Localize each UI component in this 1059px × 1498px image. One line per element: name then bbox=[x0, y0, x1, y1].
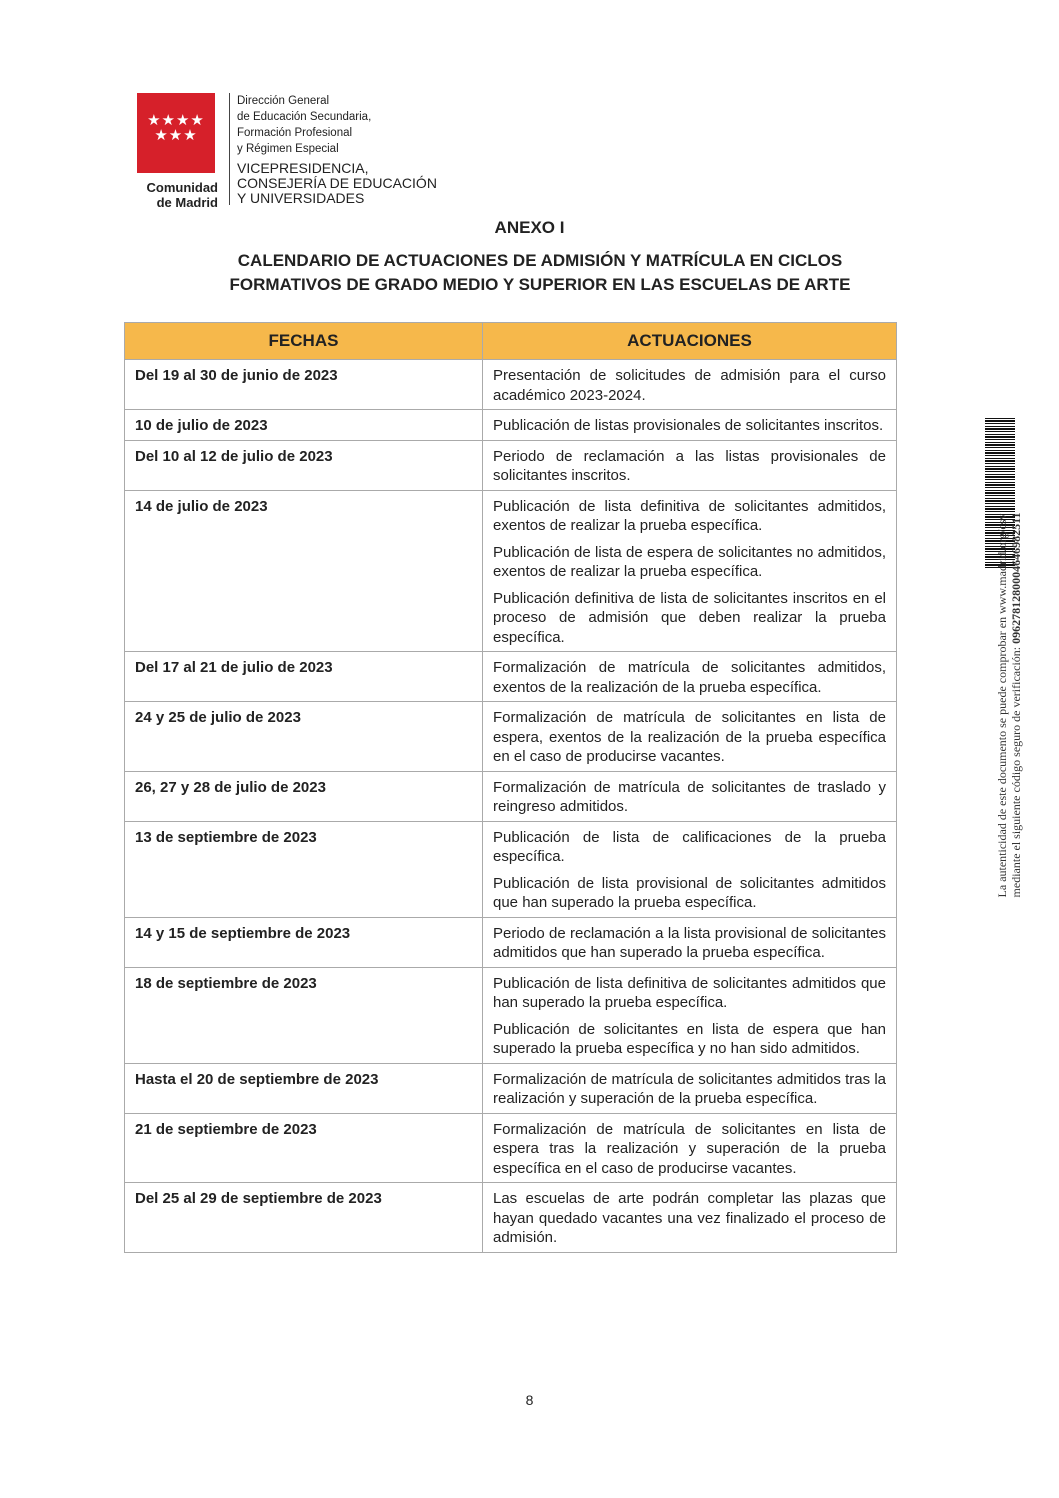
table-row bbox=[125, 967, 897, 1063]
verification-text bbox=[995, 513, 1023, 898]
verification-prefix: mediante el siguiente código seguro de verificación: bbox=[1009, 646, 1023, 898]
row-actions bbox=[483, 1113, 897, 1183]
row-action-text: Las escuelas de arte podrán completar las plazas que hayan quedado vacantes una vez finalizado el proceso de admisión. bbox=[493, 1190, 886, 1246]
row-date: 18 de septiembre de 2023 bbox=[125, 967, 483, 1063]
row-actions bbox=[483, 917, 897, 967]
row-date: Del 19 al 30 de junio de 2023 bbox=[125, 360, 483, 410]
row-action-text: Periodo de reclamación a la lista provisional de solicitantes admitidos que han superado la prueba específica. bbox=[493, 924, 886, 961]
row-action-text: Formalización de matrícula de solicitantes de traslado y reingreso admitidos. bbox=[493, 778, 886, 815]
row-action-text: Periodo de reclamación a las listas provisionales de solicitantes inscritos. bbox=[493, 447, 886, 484]
row-action-text: Publicación de lista de espera de solicitantes no admitidos, exentos de realizar la prueba específica. bbox=[493, 543, 886, 580]
row-actions bbox=[483, 440, 897, 490]
row-action-text: Publicación de lista provisional de solicitantes admitidos que han superado la prueba específica. bbox=[493, 874, 886, 911]
row-action-text: Publicación definitiva de lista de solicitantes inscritos en el proceso de admisión que deben realizar la prueba específica. bbox=[493, 589, 886, 646]
row-actions bbox=[483, 821, 897, 917]
verification-line1: La autenticidad de este documento se puede comprobar en www.madrid.org/csv bbox=[995, 513, 1009, 898]
row-actions bbox=[483, 1063, 897, 1113]
table-row bbox=[125, 1063, 897, 1113]
row-actions bbox=[483, 702, 897, 772]
row-date: 14 de julio de 2023 bbox=[125, 490, 483, 652]
row-action-text: Formalización de matrícula de solicitantes en lista de espera tras la realización y superación de la prueba específica en el caso de producirse vacantes. bbox=[493, 1120, 886, 1177]
row-action-text: Presentación de solicitudes de admisión para el curso académico 2023-2024. bbox=[493, 367, 886, 404]
row-date: Hasta el 20 de septiembre de 2023 bbox=[125, 1063, 483, 1113]
logo-name-line2: de Madrid bbox=[156, 195, 218, 210]
row-actions bbox=[483, 490, 897, 652]
logo-name bbox=[130, 180, 218, 210]
row-actions bbox=[483, 967, 897, 1063]
table-row bbox=[125, 652, 897, 702]
dept-line: Dirección General bbox=[237, 95, 330, 107]
row-date: 14 y 15 de septiembre de 2023 bbox=[125, 917, 483, 967]
row-date: Del 25 al 29 de septiembre de 2023 bbox=[125, 1183, 483, 1253]
direccion-general bbox=[237, 93, 371, 157]
table-row bbox=[125, 771, 897, 821]
table-row bbox=[125, 1183, 897, 1253]
verification-line2 bbox=[1009, 513, 1023, 898]
consejeria bbox=[237, 161, 437, 206]
logo-separator bbox=[229, 93, 230, 205]
comunidad-madrid-logo bbox=[137, 93, 215, 173]
page-title-line2: FORMATIVOS DE GRADO MEDIO Y SUPERIOR EN LAS ESCUELAS DE ARTE bbox=[229, 275, 851, 294]
row-date: 24 y 25 de julio de 2023 bbox=[125, 702, 483, 772]
page-title bbox=[140, 249, 940, 297]
dept-line: y Régimen Especial bbox=[237, 143, 339, 155]
row-date: 13 de septiembre de 2023 bbox=[125, 821, 483, 917]
row-actions bbox=[483, 771, 897, 821]
table-row bbox=[125, 821, 897, 917]
table-row bbox=[125, 702, 897, 772]
row-actions bbox=[483, 360, 897, 410]
header-fechas: FECHAS bbox=[125, 323, 483, 360]
row-action-text: Formalización de matrícula de solicitantes admitidos tras la realización y superación de la prueba específica. bbox=[493, 1070, 886, 1107]
row-actions bbox=[483, 1183, 897, 1253]
row-date: Del 17 al 21 de julio de 2023 bbox=[125, 652, 483, 702]
row-date: 21 de septiembre de 2023 bbox=[125, 1113, 483, 1183]
consejeria-line: VICEPRESIDENCIA, bbox=[237, 160, 369, 176]
table-row bbox=[125, 490, 897, 652]
row-date: 26, 27 y 28 de julio de 2023 bbox=[125, 771, 483, 821]
table-row bbox=[125, 360, 897, 410]
logo-name-line1: Comunidad bbox=[146, 180, 218, 195]
row-action-text: Publicación de listas provisionales de solicitantes inscritos. bbox=[493, 417, 884, 434]
table-row bbox=[125, 410, 897, 441]
row-actions bbox=[483, 410, 897, 441]
row-actions bbox=[483, 652, 897, 702]
row-date: 10 de julio de 2023 bbox=[125, 410, 483, 441]
row-action-text: Publicación de lista definitiva de solicitantes admitidos, exentos de realizar la prueba específica. bbox=[493, 497, 886, 534]
dept-line: de Educación Secundaria, bbox=[237, 111, 372, 123]
calendar-table bbox=[124, 322, 897, 1253]
annex-title: ANEXO I bbox=[494, 218, 565, 237]
page-title-line1: CALENDARIO DE ACTUACIONES DE ADMISIÓN Y MATRÍCULA EN CICLOS bbox=[237, 251, 843, 270]
consejeria-line: Y UNIVERSIDADES bbox=[237, 190, 365, 206]
dept-line: Formación Profesional bbox=[237, 127, 353, 139]
row-action-text: Publicación de lista definitiva de solicitantes admitidos que han superado la prueba específica. bbox=[493, 974, 886, 1011]
table-row bbox=[125, 917, 897, 967]
row-action-text: Formalización de matrícula de solicitantes en lista de espera, exentos de la realización de la prueba específica en el caso de producirse vacantes. bbox=[493, 709, 886, 765]
row-action-text: Publicación de lista de calificaciones de la prueba específica. bbox=[493, 828, 886, 865]
table-row bbox=[125, 440, 897, 490]
row-action-text: Publicación de solicitantes en lista de espera que han superado la prueba específica y no han sido admitidos. bbox=[493, 1020, 886, 1057]
page-number: 8 bbox=[525, 1392, 534, 1408]
table-header-row bbox=[125, 323, 897, 360]
verification-code: 0962781280004646982511 bbox=[1009, 512, 1023, 644]
table-row bbox=[125, 1113, 897, 1183]
row-action-text: Formalización de matrícula de solicitantes admitidos, exentos de la realización de la prueba específica. bbox=[493, 659, 886, 696]
logo-stars: ★★★★ ★★★ bbox=[147, 112, 205, 144]
header-actuaciones: ACTUACIONES bbox=[483, 323, 897, 360]
row-date: Del 10 al 12 de julio de 2023 bbox=[125, 440, 483, 490]
consejeria-line: CONSEJERÍA DE EDUCACIÓN bbox=[237, 175, 437, 191]
